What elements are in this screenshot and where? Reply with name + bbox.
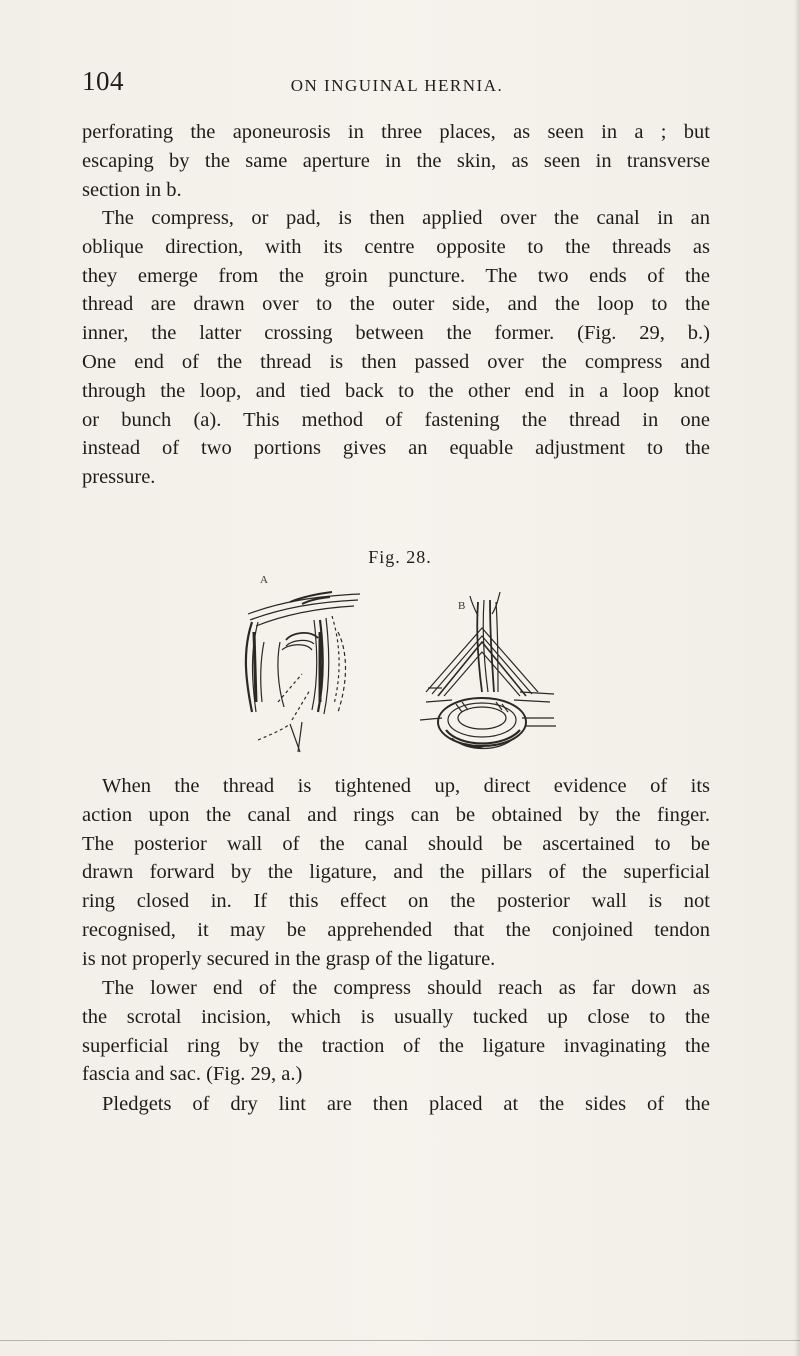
text-line: ring closed in. If this effect on the posterior wall is not [82,890,710,913]
text-line: they emerge from the groin puncture. The two ends of the [82,264,710,287]
text-line: through the loop, and tied back to the other end in a loop knot [82,379,710,402]
text-line: The lower end of the compress should reach as far down as [102,977,710,999]
figure-28 [220,572,580,762]
text-line: instead of two portions gives an equable adjustment to the [82,437,710,460]
figure-a-drawing [246,592,360,752]
text-line: perforating the aponeurosis in three places, as seen in a ; but [82,121,710,143]
text-line: oblique direction, with its centre opposite to the threads as [82,235,710,258]
text-line: fascia and sac. (Fig. 29, a.) [82,1063,303,1086]
paragraph-1 [82,118,710,204]
text-line: drawn forward by the ligature, and the pillars of the superficial [82,861,710,884]
text-line: inner, the latter crossing between the former. (Fig. 29, b.) [82,322,710,345]
paragraph-5 [82,1090,710,1119]
paragraph-3 [82,772,710,974]
text-line: section in b. [82,178,182,201]
paragraph-2 [82,204,710,492]
text-line: Pledgets of dry lint are then placed at the sides of the [102,1093,710,1115]
text-line: When the thread is tightened up, direct evidence of its [102,775,710,797]
figure-caption: Fig. 28. [368,547,432,567]
text-line: action upon the canal and rings can be obtained by the finger. [82,803,710,826]
text-line: the scrotal incision, which is usually tucked up close to the [82,1005,710,1028]
figure-label-b: B [458,600,466,612]
text-line: is not properly secured in the grasp of the ligature. [82,947,496,970]
text-line: thread are drawn over to the outer side, and the loop to the [82,293,710,316]
text-line: pressure. [82,466,156,489]
page-bottom-edge [0,1340,800,1341]
text-line: superficial ring by the traction of the ligature invaginating the [82,1034,710,1057]
page-header [82,66,712,106]
figure-illustration [220,572,580,762]
text-line: One end of the thread is then passed over the compress and [82,350,710,373]
text-line: recognised, it may be apprehended that the conjoined tendon [82,918,710,941]
figure-b-drawing [420,592,556,749]
page-edge-shadow [794,0,800,1356]
page-number: 104 [82,66,124,96]
text-line: or bunch (a). This method of fastening the thread in one [82,408,710,431]
text-line: escaping by the same aperture in the skin, as seen in transverse [82,149,710,172]
text-line: The posterior wall of the canal should be ascertained to be [82,832,710,855]
text-line: The compress, or pad, is then applied over the canal in an [102,207,710,229]
paragraph-4 [82,974,710,1089]
running-head: ON INGUINAL HERNIA. [290,76,504,95]
figure-label-a: A [260,574,268,586]
